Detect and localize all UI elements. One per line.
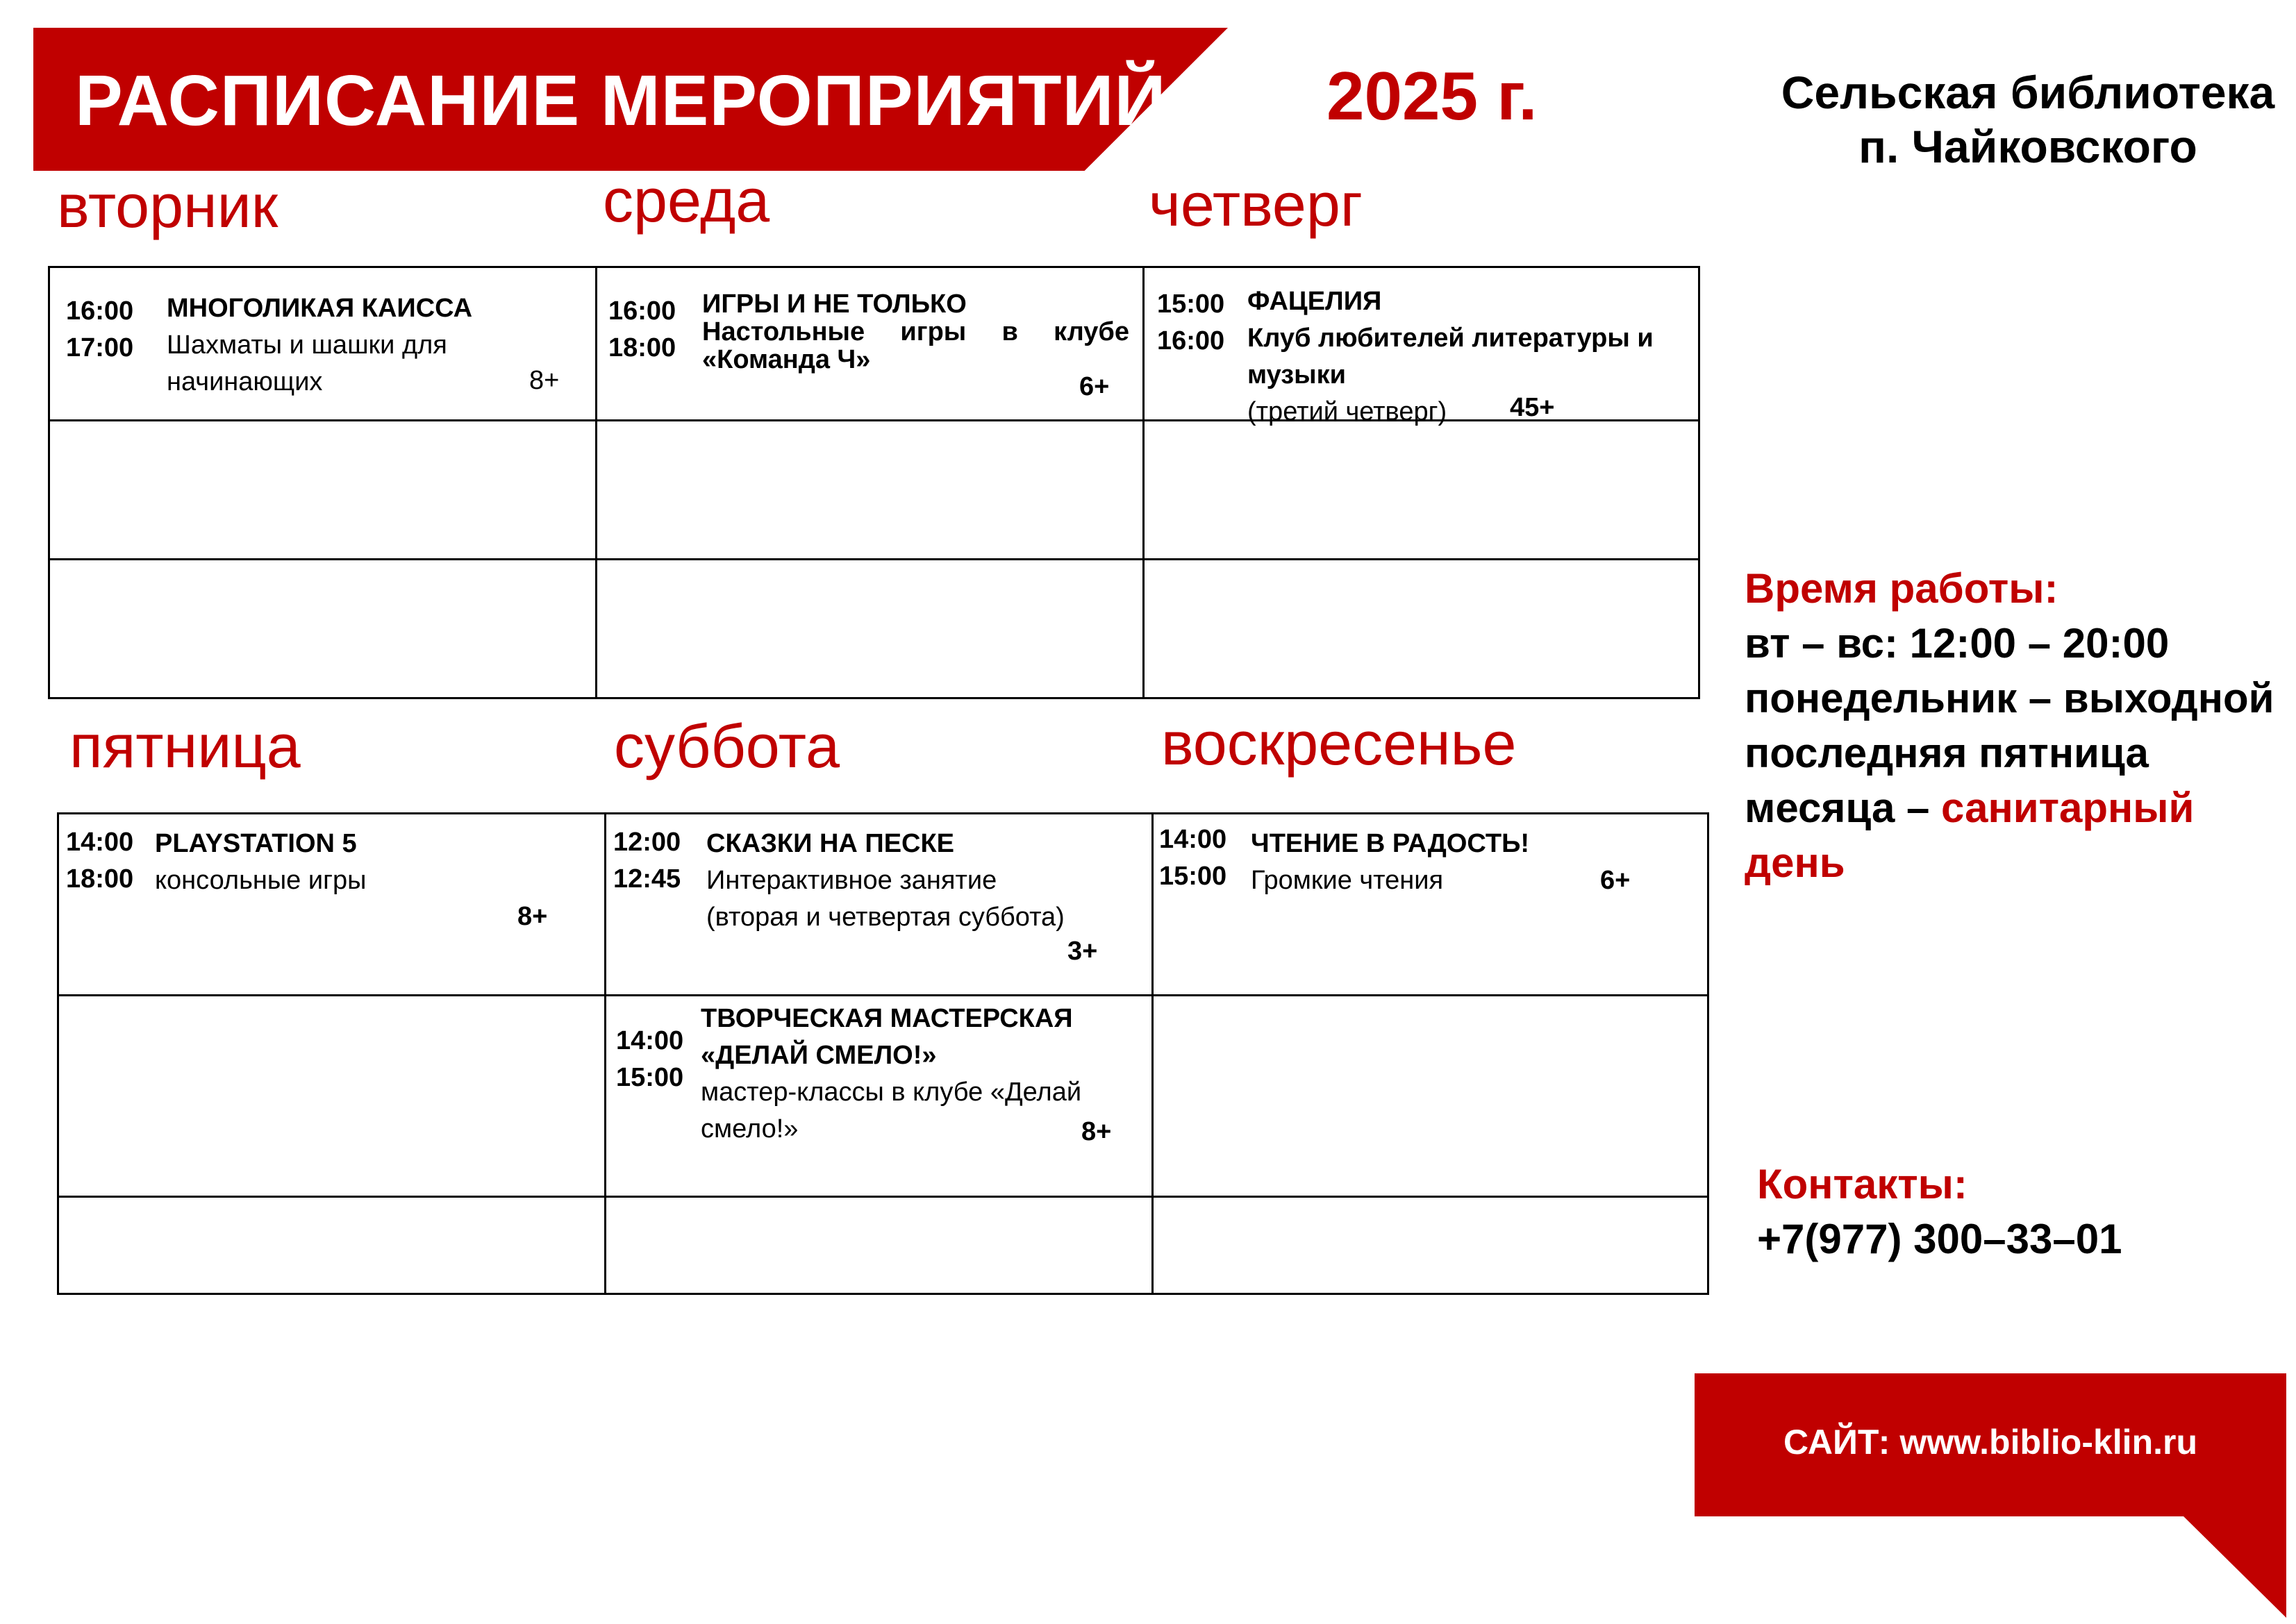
event-description: консольные игры — [155, 866, 367, 895]
event-start-time: 12:00 — [613, 828, 681, 857]
cell-wednesday-1 — [597, 267, 1144, 421]
event-description-line1: мастер-классы в клубе «Делай — [701, 1078, 1082, 1107]
event-times — [608, 293, 676, 367]
event-body — [701, 1001, 1145, 1148]
event-start-time: 15:00 — [1157, 290, 1225, 319]
age-rating: 3+ — [1067, 937, 1098, 966]
cell-tuesday-1 — [49, 267, 597, 421]
empty-cell — [1144, 560, 1699, 698]
site-link[interactable]: САЙТ: www.biblio-klin.ru — [1783, 1423, 2198, 1462]
empty-cell — [49, 560, 597, 698]
event-title: ФАЦЕЛИЯ — [1247, 287, 1382, 316]
day-label-tuesday: вторник — [57, 171, 278, 240]
working-hours-line: вт – вс: 12:00 – 20:00 — [1745, 620, 2170, 667]
working-hours-line: понедельник – выходной — [1745, 675, 2274, 721]
event-description-line1: Настольные игры в клубе — [702, 317, 1129, 346]
age-rating: 8+ — [529, 366, 560, 395]
empty-cell — [58, 996, 606, 1197]
day-label-wednesday: среда — [603, 166, 770, 235]
page-title: РАСПИСАНИЕ МЕРОПРИЯТИЙ — [75, 60, 1167, 140]
schedule-table-weekdays — [48, 266, 1700, 699]
age-rating: 45+ — [1510, 393, 1555, 422]
empty-cell — [597, 560, 1144, 698]
event-body — [706, 826, 1137, 936]
event-start-time: 16:00 — [66, 296, 134, 326]
event-start-time: 14:00 — [1159, 825, 1227, 854]
event-end-time: 12:45 — [613, 864, 681, 894]
event-title-line2: «ДЕЛАЙ СМЕЛО!» — [701, 1041, 937, 1070]
event-title: СКАЗКИ НА ПЕСКЕ — [706, 829, 955, 858]
cell-thursday-1 — [1144, 267, 1699, 426]
event-title: ЧТЕНИЕ В РАДОСТЬ! — [1251, 829, 1530, 858]
empty-cell — [1153, 996, 1708, 1197]
event-end-time: 16:00 — [1157, 326, 1225, 355]
event-description: Громкие чтения — [1251, 866, 1444, 895]
event-times — [66, 824, 133, 898]
year-label: 2025 г. — [1326, 58, 1538, 134]
schedule-table-weekend — [57, 812, 1709, 1295]
event-body — [167, 290, 472, 401]
event-start-time: 14:00 — [616, 1026, 684, 1055]
cell-friday-1 — [58, 814, 606, 996]
contacts-heading: Контакты: — [1757, 1161, 1968, 1207]
day-label-friday: пятница — [69, 712, 301, 780]
event-end-time: 17:00 — [66, 333, 134, 362]
library-name-line2: п. Чайковского — [1858, 121, 2197, 172]
event-note: (третий четверг) — [1247, 397, 1447, 426]
sanitary-day-label-end: день — [1745, 839, 1845, 886]
event-description-line2: «Команда Ч» — [702, 345, 871, 374]
event-times — [616, 1023, 683, 1096]
age-rating: 6+ — [1600, 866, 1631, 895]
contacts — [1757, 1157, 2122, 1266]
event-note: (вторая и четвертая суббота) — [706, 903, 1065, 932]
empty-cell — [58, 1197, 606, 1294]
library-name — [1667, 65, 2296, 174]
event-times — [1157, 286, 1224, 360]
phone-number[interactable]: +7(977) 300–33–01 — [1757, 1216, 2122, 1262]
sanitary-prefix: месяца – — [1745, 785, 1942, 831]
working-hours — [1745, 561, 2274, 890]
event-description: Интерактивное занятие — [706, 866, 997, 895]
site-banner-tail — [2181, 1514, 2286, 1618]
event-times — [613, 824, 681, 898]
event-title: МНОГОЛИКАЯ КАИССА — [167, 294, 473, 323]
empty-cell — [1144, 421, 1699, 560]
event-end-time: 15:00 — [1159, 862, 1227, 891]
empty-cell — [1153, 1197, 1708, 1294]
sanitary-day-label: санитарный — [1941, 785, 2195, 831]
event-description: Шахматы и шашки для начинающих — [167, 330, 447, 396]
event-body — [702, 290, 1129, 374]
event-description-line2: смело!» — [701, 1114, 799, 1144]
event-end-time: 15:00 — [616, 1063, 684, 1092]
event-start-time: 16:00 — [608, 296, 676, 326]
event-title: PLAYSTATION 5 — [155, 829, 357, 858]
age-rating: 8+ — [517, 902, 548, 931]
empty-cell — [597, 421, 1144, 560]
cell-saturday-1 — [606, 814, 1153, 996]
event-description: Клуб любителей литературы и музыки — [1247, 324, 1654, 390]
event-title-line1: ТВОРЧЕСКАЯ МАСТЕРСКАЯ — [701, 1004, 1073, 1033]
day-label-sunday: воскресенье — [1161, 709, 1517, 778]
working-hours-line: последняя пятница — [1745, 730, 2149, 776]
day-label-saturday: суббота — [614, 712, 840, 780]
cell-saturday-2 — [606, 996, 1153, 1197]
event-times — [1159, 821, 1226, 895]
working-hours-line — [1745, 780, 2274, 835]
working-hours-heading: Время работы: — [1745, 565, 2058, 612]
library-name-line1: Сельская библиотека — [1781, 67, 2275, 118]
cell-sunday-1 — [1153, 814, 1708, 996]
age-rating: 6+ — [1079, 372, 1110, 401]
event-body — [1247, 283, 1692, 430]
event-title: ИГРЫ И НЕ ТОЛЬКО — [702, 290, 967, 319]
event-end-time: 18:00 — [66, 864, 134, 894]
empty-cell — [606, 1197, 1153, 1294]
empty-cell — [49, 421, 597, 560]
event-times — [66, 293, 133, 367]
age-rating: 8+ — [1081, 1117, 1112, 1146]
event-start-time: 14:00 — [66, 828, 134, 857]
day-label-thursday: четверг — [1149, 170, 1363, 239]
event-body — [155, 826, 572, 899]
event-end-time: 18:00 — [608, 333, 676, 362]
